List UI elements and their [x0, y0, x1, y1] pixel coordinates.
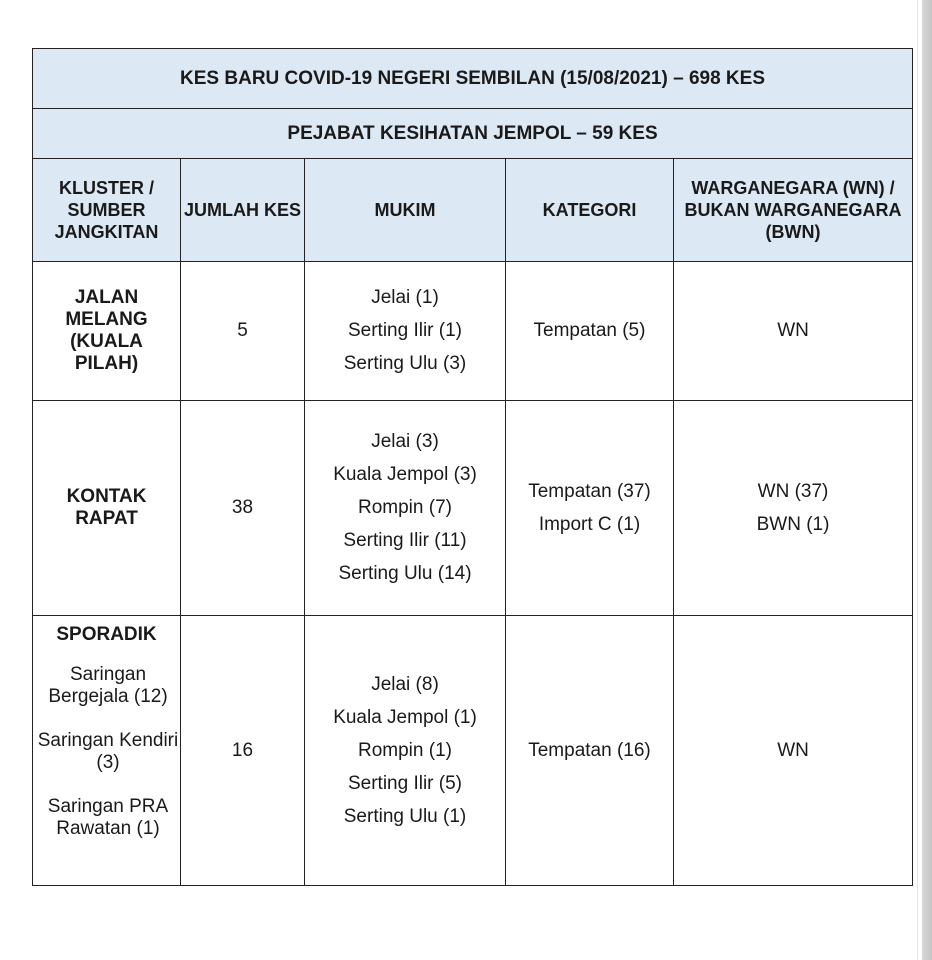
- list-item: Import C (1): [538, 513, 641, 535]
- mukim-cell: [305, 616, 506, 886]
- list-item: Serting Ilir (5): [347, 772, 463, 794]
- cluster-cell: [33, 616, 181, 886]
- citizenship-value: WN: [777, 320, 809, 341]
- cluster-cell: [33, 401, 181, 616]
- category-cell: [506, 262, 674, 401]
- list-item: Tempatan (37): [528, 480, 651, 502]
- citizenship-list: [674, 481, 912, 536]
- category-value: Tempatan (5): [533, 320, 646, 341]
- mukim-list: [305, 287, 505, 375]
- list-item: Serting Ulu (3): [343, 353, 467, 374]
- list-item: Serting Ilir (11): [343, 530, 467, 551]
- citizenship-cell: [674, 401, 913, 616]
- category-cell: [506, 401, 674, 616]
- category-cell: [506, 616, 674, 886]
- header-cases: JUMLAH KES: [181, 159, 305, 262]
- table-row: [33, 401, 913, 616]
- list-item: Serting Ulu (1): [343, 805, 467, 827]
- header-mukim: MUKIM: [305, 159, 506, 262]
- header-category: KATEGORI: [506, 159, 674, 262]
- list-item: Jelai (8): [371, 673, 439, 695]
- list-item: BWN (1): [756, 513, 830, 535]
- citizenship-value: WN: [777, 739, 809, 761]
- list-item: Rompin (7): [358, 497, 452, 518]
- cases-cell: 5: [181, 262, 305, 401]
- list-item: Jelai (3): [371, 431, 439, 452]
- list-item: Jelai (1): [371, 287, 439, 308]
- list-item: Kuala Jempol (1): [333, 706, 477, 728]
- mukim-list: [305, 674, 505, 828]
- citizenship-cell: [674, 616, 913, 886]
- mukim-cell: [305, 262, 506, 401]
- page-edge-line: [917, 0, 918, 960]
- list-item: Kuala Jempol (3): [333, 464, 477, 485]
- cases-cell: 38: [181, 401, 305, 616]
- mukim-cell: [305, 401, 506, 616]
- office-heading: PEJABAT KESIHATAN JEMPOL – 59 KES: [33, 109, 913, 159]
- list-item: Serting Ulu (14): [338, 563, 472, 584]
- table-row: [33, 262, 913, 401]
- cluster-cell: [33, 262, 181, 401]
- title-row: [33, 49, 913, 109]
- column-header-row: [33, 159, 913, 262]
- mukim-list: [305, 431, 505, 585]
- cluster-subitem: Saringan PRA Rawatan (1): [47, 796, 169, 839]
- covid-cases-table: [32, 48, 913, 886]
- header-cluster: KLUSTER / SUMBER JANGKITAN: [33, 159, 181, 262]
- list-item: WN (37): [757, 480, 829, 502]
- cluster-name: SPORADIK: [56, 624, 157, 645]
- cluster-name: KONTAK RAPAT: [66, 486, 147, 529]
- list-item: Rompin (1): [358, 739, 452, 761]
- cluster-subitem: Saringan Bergejala (12): [48, 664, 168, 707]
- office-row: [33, 109, 913, 159]
- list-item: Serting Ilir (1): [347, 320, 463, 341]
- cases-cell: 16: [181, 616, 305, 886]
- table-row: [33, 616, 913, 886]
- citizenship-cell: [674, 262, 913, 401]
- page-edge: [922, 0, 932, 960]
- cluster-subitem: Saringan Kendiri (3): [37, 730, 179, 773]
- table-title: KES BARU COVID-19 NEGERI SEMBILAN (15/08/2021) – 698 KES: [33, 49, 913, 109]
- cluster-name: JALAN MELANG (KUALA PILAH): [65, 287, 148, 374]
- category-list: [506, 481, 673, 536]
- header-citizenship: WARGANEGARA (WN) / BUKAN WARGANEGARA (BWN): [674, 159, 913, 262]
- category-value: Tempatan (16): [528, 739, 651, 761]
